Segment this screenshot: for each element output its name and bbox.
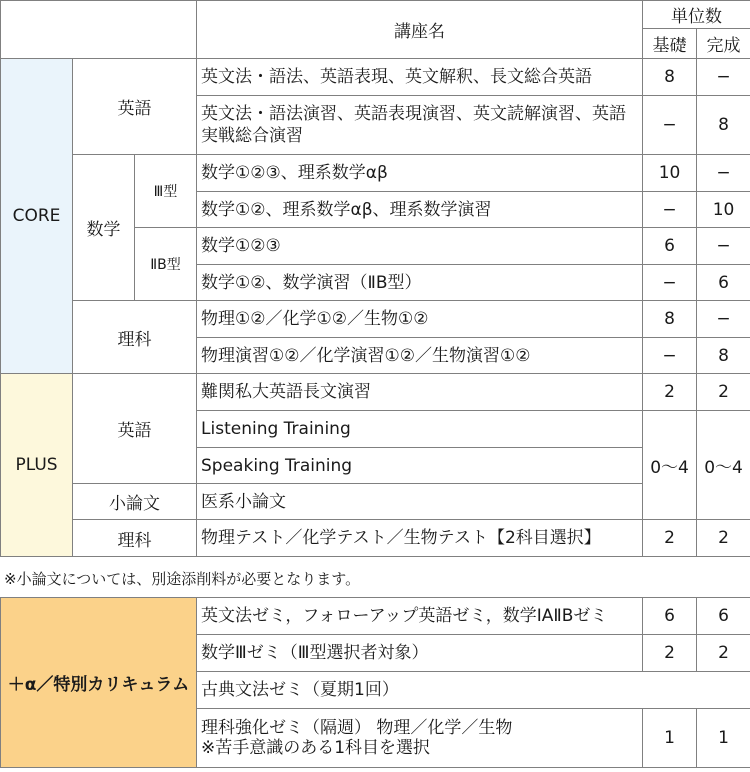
- math-type2b-label: ⅡB型: [135, 228, 197, 301]
- course-cell: 物理テスト／化学テスト／生物テスト【2科目選択】: [197, 520, 643, 557]
- course-cell: 数学①②③、理系数学αβ: [197, 155, 643, 192]
- basic-units: −: [643, 96, 697, 155]
- basic-units-range: 0〜4: [643, 411, 697, 520]
- course-main-text: 理科強化ゼミ（隔週） 物理／化学／生物: [201, 718, 513, 738]
- complete-units: 2: [697, 374, 750, 411]
- complete-units: −: [697, 301, 750, 338]
- core-science-subject: 理科: [73, 301, 197, 374]
- course-cell: Listening Training: [197, 411, 643, 448]
- complete-units: −: [697, 155, 750, 192]
- complete-units: 6: [697, 265, 750, 301]
- basic-units: −: [643, 192, 697, 228]
- course-cell: [197, 709, 643, 768]
- basic-units: −: [643, 338, 697, 374]
- core-math-subject: 数学: [73, 155, 135, 301]
- plus-science-subject: 理科: [73, 520, 197, 557]
- course-cell: 医系小論文: [197, 484, 643, 520]
- complete-units: 10: [697, 192, 750, 228]
- basic-units: 2: [643, 374, 697, 411]
- basic-units: 6: [643, 598, 697, 635]
- header-complete: 完成: [697, 29, 750, 59]
- header-course-name: 講座名: [197, 1, 643, 59]
- complete-units: 6: [697, 598, 750, 635]
- course-cell: 数学Ⅲゼミ（Ⅲ型選択者対象）: [197, 635, 643, 672]
- course-cell: 古典文法ゼミ（夏期1回）: [197, 672, 750, 709]
- basic-units: −: [643, 265, 697, 301]
- basic-units: 8: [643, 59, 697, 96]
- course-cell: 難関私大英語長文演習: [197, 374, 643, 411]
- complete-units: 8: [697, 338, 750, 374]
- course-sub-note: ※苦手意識のある1科目を選択: [201, 738, 431, 758]
- course-cell: 英文法・語法演習、英語表現演習、英文読解演習、英語実戦総合演習: [197, 96, 643, 155]
- complete-units-range: 0〜4: [697, 411, 750, 520]
- basic-units: 10: [643, 155, 697, 192]
- header-basic: 基礎: [643, 29, 697, 59]
- core-english-subject: 英語: [73, 59, 197, 155]
- complete-units: 2: [697, 635, 750, 672]
- header-units: 単位数: [643, 1, 750, 29]
- course-cell: 数学①②、理系数学αβ、理系数学演習: [197, 192, 643, 228]
- section-alpha-label: ＋α／特別カリキュラム: [1, 598, 197, 768]
- course-cell: Speaking Training: [197, 448, 643, 484]
- alpha-table: [0, 597, 750, 768]
- course-cell: 物理①②／化学①②／生物①②: [197, 301, 643, 338]
- header-corner: [1, 1, 197, 59]
- basic-units: 1: [643, 709, 697, 768]
- course-cell: 数学①②、数学演習（ⅡB型）: [197, 265, 643, 301]
- course-cell: 英文法・語法、英語表現、英文解釈、長文総合英語: [197, 59, 643, 96]
- section-plus-label: PLUS: [1, 374, 73, 557]
- complete-units: −: [697, 228, 750, 265]
- essay-fee-note: ※小論文については、別途添削料が必要となります。: [4, 570, 361, 588]
- complete-units: −: [697, 59, 750, 96]
- complete-units: 2: [697, 520, 750, 557]
- section-core-label: CORE: [1, 59, 73, 374]
- complete-units: 8: [697, 96, 750, 155]
- plus-english-subject: 英語: [73, 374, 197, 484]
- basic-units: 6: [643, 228, 697, 265]
- basic-units: 8: [643, 301, 697, 338]
- course-cell: 数学①②③: [197, 228, 643, 265]
- course-cell: 英文法ゼミ，フォローアップ英語ゼミ，数学IAⅡBゼミ: [197, 598, 643, 635]
- math-type3-label: Ⅲ型: [135, 155, 197, 228]
- basic-units: 2: [643, 520, 697, 557]
- complete-units: 1: [697, 709, 750, 768]
- course-cell: 物理演習①②／化学演習①②／生物演習①②: [197, 338, 643, 374]
- basic-units: 2: [643, 635, 697, 672]
- plus-essay-subject: 小論文: [73, 484, 197, 520]
